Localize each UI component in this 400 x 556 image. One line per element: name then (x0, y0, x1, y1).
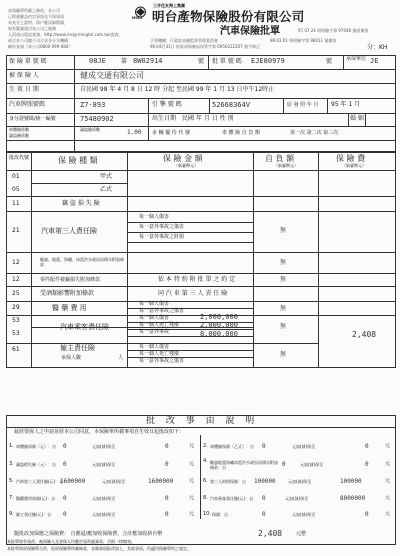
sub-header-premium: （新臺幣元） (342, 163, 366, 168)
endorse-item-label: 第三人財損保額：自 (210, 479, 246, 484)
endorse-intro: 茲經要保人之申請並經本公司同意，本保險單所載事項自生效日起批改如下： (14, 429, 185, 435)
sum-insured-2: 2,000,000 (200, 321, 238, 329)
endorse-item-unit: 元 (189, 511, 195, 517)
marital-label: 婚 姻 (350, 115, 364, 122)
endorse-item-to-label: 元加(減)保至 (300, 462, 324, 467)
document-title: 汽車保險批單 (220, 26, 280, 37)
row-type: 僱主責任險 (60, 344, 95, 352)
rate-label-theft: 竊盜險係數 (9, 133, 29, 138)
notice-line: 本保險單所載之條款，本公司 (8, 8, 60, 13)
birth-value: 民國 年 月 日 性 別 (182, 115, 234, 122)
approval-line: 97.07.24 明明險字第 97048 號函備查 (298, 28, 369, 33)
row-deduct: 無 (280, 323, 287, 330)
endorse-item-to: 0 (165, 495, 169, 502)
endorse-item-from: 0 (63, 461, 67, 468)
insured-count-unit: 人 (118, 355, 124, 361)
policy-no-value: 8W02914 (133, 57, 163, 65)
coverage-line: 每一意外事故之傷害 (139, 224, 185, 230)
endorse-item-to: 8000000 (340, 495, 366, 502)
endorse-item-unit: 元 (189, 495, 195, 501)
row-code: 61 (12, 346, 20, 353)
endorse-item-label: 汽車乘客責任險(元)：自 (210, 496, 254, 501)
footer-unit: 元整 (296, 531, 307, 537)
row-deduct: 無 (280, 305, 287, 312)
company-name: 明台產物保險股份有限公司 (152, 9, 305, 24)
coverage-line: 每一意外事故之財損 (139, 234, 185, 240)
endorse-no-value: EJE80979 (251, 57, 285, 65)
footer-premium-line: 隨批改加保應之保險費： 自應退/應加收保險費，合計應加收新台幣 (14, 531, 163, 537)
endorse-item-unit: 元 (189, 478, 195, 484)
endorse-no-suffix: 號 (326, 58, 333, 65)
notice-line: 如有疑義請洽本公司之服務 (8, 26, 56, 31)
row-type: 汽車乘客責任險 (60, 323, 109, 331)
endorse-item-to-label: 元加(減)保至 (288, 479, 312, 484)
engine-value: 52668364V (212, 101, 250, 109)
notice-line: 或至本公司總公司全省各分支機構 (8, 38, 68, 43)
endorse-title: 批 改 事 由 說 明 (146, 416, 259, 426)
endorse-item-label: 颱風地震海嘯冰雹洪水或因而積水附加條款：自 (210, 460, 278, 470)
endorse-item-to-label: 元加(減)保至 (292, 512, 316, 517)
endorse-item-label: 保額：自 (212, 512, 228, 517)
row-detail: 同 汽 車 第 三 人 責 任 險 (158, 290, 228, 297)
coverage-line: 每一個人傷害 (139, 315, 170, 321)
endorse-item-unit: 元 (385, 511, 391, 517)
sub-header-amount: （新臺幣元） (174, 163, 198, 168)
row-code: 25 (12, 290, 20, 297)
endorse-item-unit: 元 (385, 461, 391, 467)
endorse-item-to-label: 元加(減)保至 (102, 479, 126, 484)
coverage-line: 每一個人傷害 (139, 214, 170, 220)
rate-label-body: 車體險係數 (9, 127, 29, 132)
endorse-item-no: 10. (203, 511, 211, 517)
endorse-item-to-label: 元加(減)保至 (92, 512, 116, 517)
notice-line: 為充分之說明，保戶應詳細閱讀， (8, 20, 68, 25)
logo-text: MSIG (132, 16, 143, 20)
endorse-item-from: 0 (63, 511, 67, 518)
endorse-item-no: 1. (9, 443, 14, 449)
col-header-deduct: 自 負 額 (265, 154, 295, 163)
endorse-item-no: 6. (203, 478, 208, 484)
coverage-line: 每一個人傷害 (139, 344, 170, 350)
row-code: 05 (12, 186, 20, 193)
policy-no-mid: 第 (121, 58, 128, 65)
row-code-2: 53 (12, 330, 20, 337)
endorse-item-unit: 元 (385, 478, 391, 484)
endorse-item-no: 9. (9, 511, 14, 517)
endorse-item-label: 車體險保額（乙式）：自 (210, 444, 254, 449)
birth-label: 出生日期 (152, 115, 177, 122)
row-code: 12 (12, 259, 20, 266)
policy-no-prefix: 08JE (89, 57, 106, 65)
endorse-item-from: 0 (262, 443, 266, 450)
company-logo (132, 6, 149, 21)
endorse-item-from: 0 (63, 495, 67, 502)
endorse-item-to-label: 元加(減)保至 (92, 496, 116, 501)
row-code: 53 (12, 317, 20, 324)
excess-label: 車 體 險 自 負 額 (222, 130, 260, 136)
issue-value: 95 年 1 月 (331, 101, 361, 108)
notice-line: 網站查詢（本公司0800-099-080） (8, 44, 73, 49)
row-type: 受酒類影響附加條款 (40, 290, 95, 297)
issue-label: 原 發 照 年 月 (287, 102, 319, 108)
excess-value: 第一次 第二次 第三次 (290, 130, 339, 136)
info-line: 主管機關：行政院金融監督管理委員會 (150, 38, 218, 43)
endorse-item-to: 0 (365, 443, 369, 450)
endorse-item-label: 醫藥費用保額(元)：自 (16, 496, 56, 501)
row-code: 11 (12, 200, 20, 207)
endorse-item-from: 0 (63, 443, 67, 450)
endorse-item-to-label: 元加(減)保至 (92, 462, 116, 467)
endorse-item-from: 0 (282, 461, 286, 468)
insured-count-label: 承保人數 (61, 355, 82, 361)
endorse-item-unit: 元 (189, 443, 195, 449)
row-code: 01 (12, 173, 20, 180)
engine-label: 引 擎 號 碼 (152, 101, 182, 108)
row-type: 颱風、地震、海嘯、冰雹洪水或因而積水附加條款 (40, 257, 124, 267)
endorse-item-to-label: 元加(減)保至 (92, 444, 116, 449)
col-header-premium: 保 險 費 (336, 154, 366, 163)
row-type: 醫 藥 費 用 (52, 304, 87, 312)
discount-label: 多 輛 優 待 代 號 (152, 130, 190, 136)
coverage-line: 每一意外事故 (139, 329, 170, 335)
endorse-item-to: 0 (165, 461, 169, 468)
endorse-item-to-label: 元加(減)保至 (285, 496, 309, 501)
branch-code: 分：KH (367, 44, 388, 51)
sum-insured-1: 2,000,000 (200, 313, 238, 321)
row-deduct: 無 (280, 276, 287, 283)
row-deduct: 無 (280, 351, 287, 358)
insured-value: 健成交通有限公司 (80, 71, 144, 80)
row-deduct: 無 (280, 227, 287, 234)
coverage-line: 每一意外事故之傷害 (139, 358, 185, 364)
endorse-item-from: 1600000 (60, 478, 86, 485)
endorse-item-to-label: 元加(減)保至 (292, 444, 316, 449)
footer-note: 本批單如有塗改，被保險人及要保人均應於塗改處簽章，否則一律無效。 (7, 539, 135, 544)
row-type: 甲式 (100, 173, 113, 180)
endorse-item-from: 100000 (254, 478, 276, 485)
endorse-item-label: 僱主責任險(元)：自 (16, 512, 52, 517)
row-code: 12 (12, 276, 20, 283)
unit-label: 承保單位 (346, 56, 367, 62)
endorse-item-to: 0 (165, 511, 169, 518)
sum-insured-3: 8,000,000 (200, 330, 238, 338)
coverage-line: 每一個人傷害 (139, 301, 170, 307)
endorse-item-no: 4. (203, 458, 208, 464)
insured-label: 被 保 險 人 (9, 72, 39, 79)
unit-value: JE (370, 57, 379, 65)
plate-label: 汽車牌照號碼 (9, 101, 46, 108)
endorse-item-no: 3. (9, 461, 14, 467)
id-value: 75480902 (80, 115, 114, 123)
endorse-item-to: 0 (365, 511, 369, 518)
row-type: 零件配件被竊損失附加條款 (40, 277, 101, 283)
col-header-amount: 保 險 金 額 (163, 154, 203, 163)
endorse-item-no: 2. (203, 443, 208, 449)
company-group: 三井住友海上集團 (153, 3, 185, 8)
coverage-line: 每一個人死亡殘廢 (139, 351, 180, 357)
endorse-item-no: 5. (9, 478, 14, 484)
premium-value: 2,408 (352, 330, 377, 339)
row-code: 29 (12, 304, 20, 311)
footer-amount: 2,408 (258, 529, 283, 538)
footer-note: 本批單與原保險單合併，依原保險單所載條款，各類事項批改如上，其他事項，仍適用保險單所之規定。 (7, 546, 191, 551)
col-header-type: 保 險 種 類 (58, 156, 98, 165)
row-type: 汽車第三人責任險 (41, 227, 97, 235)
endorse-no-label: 批 單 號 碼 (212, 58, 242, 65)
sub-header-deduct: （新臺幣元） (274, 163, 298, 168)
endorse-item-no: 7. (9, 495, 14, 501)
policy-no-suffix: 號 (198, 58, 205, 65)
endorse-item-to: 100000 (340, 478, 362, 485)
coverage-line: 每一意外事故之傷害 (139, 308, 185, 314)
effective-label: 生 效 日 期 (9, 86, 39, 93)
approval-line: 98.03.01 明明險字第 98011 號備查 (270, 38, 337, 43)
rate-value: 1.00 (127, 129, 142, 136)
row-deduct: 無 (280, 259, 287, 266)
row-type: 乙式 (100, 186, 113, 193)
endorse-item-no: 8. (203, 495, 208, 501)
row-detail: 依 本 特 約 附 批 單 之 約 定 (158, 276, 236, 283)
endorse-item-from: 0 (262, 495, 266, 502)
row-code: 21 (12, 227, 20, 234)
endorse-item-label: 汽車第三人責任險(元)：自 (16, 479, 64, 484)
policy-no-label: 保 險 單 號 碼 (9, 58, 47, 65)
coverage-line: 每一個人死亡殘廢 (139, 322, 180, 328)
plate-value: Z7-893 (80, 101, 106, 109)
endorse-item-from: 0 (262, 511, 266, 518)
row-type: 竊 盜 損 失 險 (62, 200, 100, 207)
endorse-item-to: 1600000 (148, 478, 174, 485)
endorse-item-label: 竊盜損失險（元）：自 (16, 462, 56, 467)
notice-line: 已經就權益約定事項及不保事項 (8, 14, 64, 19)
endorse-item-label: 車體險保額（元）：自 (16, 444, 56, 449)
id-label: 身分證號碼/統一編號 (9, 116, 56, 122)
col-header-code: 批改代號 (9, 155, 30, 161)
effective-value: 自民國 98 年 4 月 8 日 12 時 分起 至民國 99 年 1 月 13 日中午12時止 (80, 86, 275, 93)
endorse-item-unit: 元 (385, 495, 391, 501)
approval-line: 96年8月31日 財政部保險局保管字第 09502222S7 號令修正 (150, 44, 260, 49)
notice-line: 人員或以電話查詢、http://www.msig-mingtai.com.tw/查詢， (8, 32, 123, 37)
rate-label-body-2: 竊盜險係數 (80, 127, 100, 132)
endorse-item-to: 0 (165, 443, 169, 450)
endorse-item-to: 0 (365, 461, 369, 468)
endorse-item-unit: 元 (189, 461, 195, 467)
endorse-item-unit: 元 (385, 443, 391, 449)
